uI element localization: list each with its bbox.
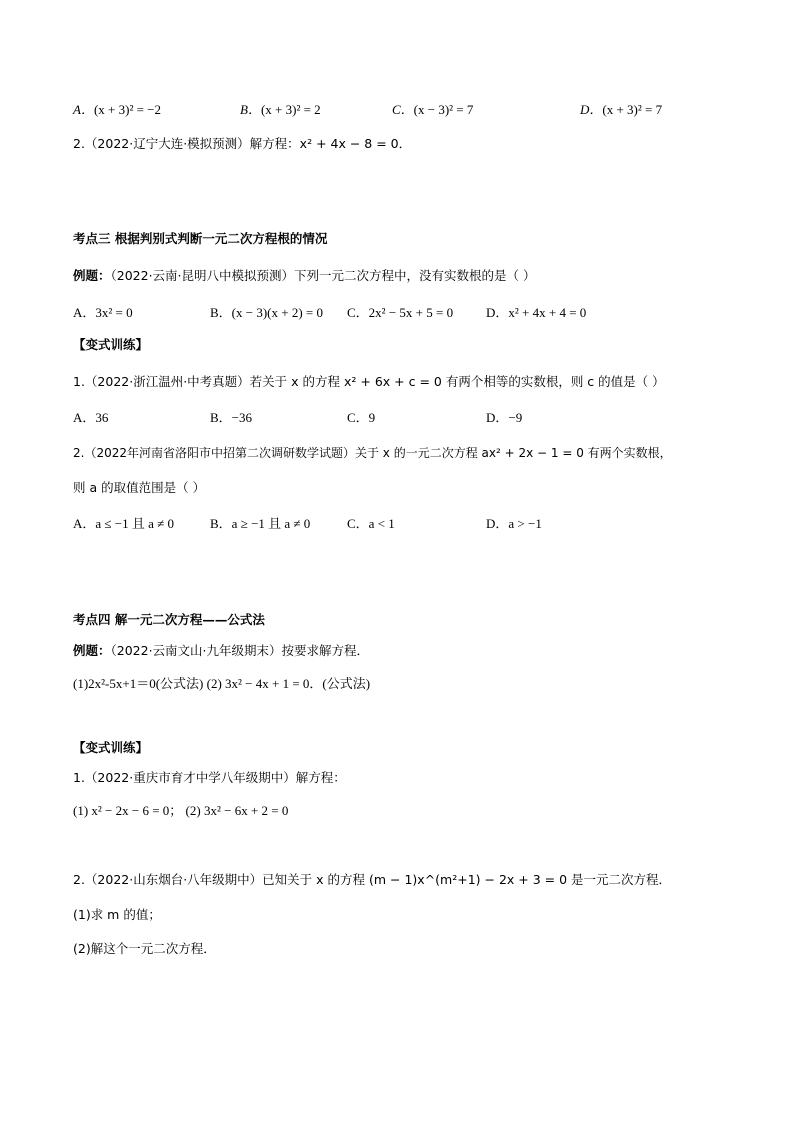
option-text: (x + 3)² = 7 [602,102,663,117]
option-label: B． [240,102,261,117]
example-text: （2022·云南·昆明八中模拟预测）下列一元二次方程中，没有实数根的是（ ） [110,268,536,283]
s3-option-b: B．(x − 3)(x + 2) = 0 [210,305,323,320]
option-b [240,102,321,118]
option-d [580,102,662,118]
example-4-parts: (1)2x²-5x+1＝0(公式法) (2) 3x² − 4x + 1 = 0．(公式法) [73,676,371,691]
s3-option-a: A．3x² = 0 [73,305,133,320]
option-label: C． [392,102,414,117]
example-3 [73,268,536,284]
s3-option-d: D．x² + 4x + 4 = 0 [486,305,587,320]
section-heading-4: 考点四 解一元二次方程——公式法 [73,612,265,627]
s3-question-2-line-2: 则 a 的取值范围是（ ） [73,480,206,495]
s3-option-c: C．2x² − 5x + 5 = 0 [347,305,454,320]
example-label: 例题： [73,643,111,658]
option-c [392,102,473,118]
s3-q2-option-d: D．a > −1 [486,516,542,531]
section-heading-3: 考点三 根据判别式判断一元二次方程根的情况 [73,231,328,246]
s4-question-1: 1.（2022·重庆市育才中学八年级期中）解方程： [73,770,346,785]
s3-q2-option-c: C．a < 1 [347,516,395,531]
s4-question-1-parts: (1) x² − 2x − 6 = 0； (2) 3x² − 6x + 2 = 0 [73,803,289,818]
s3-q1-option-b: B．−36 [210,410,253,425]
option-text: (x − 3)² = 7 [413,102,474,117]
s3-q1-option-a: A．36 [73,410,109,425]
option-text: (x + 3)² = −2 [93,102,162,117]
s3-q2-option-b: B．a ≥ −1 且 a ≠ 0 [210,516,311,531]
question-2: 2.（2022·辽宁大连·模拟预测）解方程：x² + 4x − 8 = 0． [73,136,412,151]
s3-q1-option-d: D．−9 [486,410,523,425]
example-label: 例题： [73,268,111,283]
example-4 [73,643,369,659]
s3-q1-option-c: C．9 [347,410,376,425]
s4-question-2: 2.（2022·山东烟台·八年级期中）已知关于 x 的方程 (m − 1)x^(m²+1) − 2x + 3 = 0 是一元二次方程． [73,872,672,887]
s3-question-1: 1.（2022·浙江温州·中考真题）若关于 x 的方程 x² + 6x + c = 0 有两个相等的实数根，则 c 的值是（ ） [73,374,665,389]
s4-question-2-part-2: (2)解这个一元二次方程． [73,941,216,956]
variant-label-3: 【变式训练】 [73,337,149,352]
variant-label-4: 【变式训练】 [73,740,149,755]
s4-question-2-part-1: (1)求 m 的值； [73,907,161,922]
option-text: (x + 3)² = 2 [260,102,321,117]
example-text: （2022·云南文山·九年级期末）按要求解方程． [110,643,370,658]
option-a [73,102,161,118]
option-label: A． [73,102,94,117]
s3-q2-option-a: A．a ≤ −1 且 a ≠ 0 [73,516,175,531]
s3-question-2-line-1: 2.（2022年河南省洛阳市中招第二次调研数学试题）关于 x 的一元二次方程 ax² + 2x − 1 = 0 有两个实数根， [73,446,672,460]
option-label: D． [580,102,603,117]
